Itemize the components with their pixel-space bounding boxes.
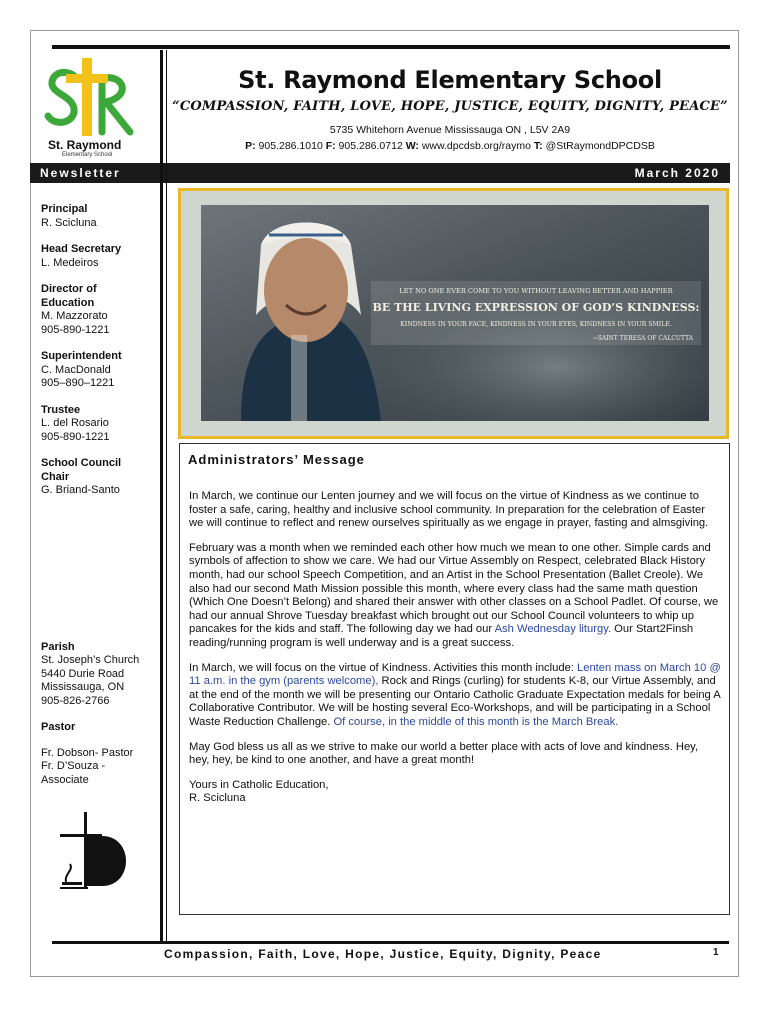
paragraph-2-text-c: Our Start2Finsh reading/running program is well underway and is a great success.	[189, 623, 694, 649]
director-title-2: Education	[41, 296, 95, 309]
column-divider	[160, 50, 163, 943]
trustee-block	[41, 404, 153, 445]
secretary-block	[41, 243, 153, 270]
principal-title: Principal	[41, 203, 88, 215]
paragraph-3-text-a: In March, we will focus on the virtue of Kindness. Activities this month include:	[189, 661, 578, 674]
footer-virtues: Compassion, Faith, Love, Hope, Justice, Equity, Dignity, Peace	[164, 947, 602, 961]
principal-name: R. Scicluna	[41, 216, 97, 229]
parish-phone: 905-826-2766	[41, 694, 110, 707]
quote-line-1: LET NO ONE EVER COME TO YOU WITHOUT LEAVING BETTER AND HAPPIER	[399, 287, 673, 295]
parish-name: St. Joseph’s Church	[41, 654, 140, 666]
parish-title: Parish	[41, 640, 75, 653]
pastor-block	[41, 721, 153, 787]
march-break-text: Of course, in the middle of this month is the March Break.	[333, 715, 619, 728]
council-chair-name: G. Briand-Santo	[41, 484, 120, 496]
message-paragraph-4: May God bless us all as we strive to make our world a better place with acts of love and kindness. Hey, hey, hey, be kind to one another, and have a great month!	[189, 740, 699, 767]
trustee-title: Trustee	[41, 403, 81, 416]
trustee-phone: 905-890-1221	[41, 430, 110, 443]
message-signoff	[189, 779, 721, 806]
signoff-line-2: R. Scicluna	[189, 792, 246, 805]
council-title-1: School Council	[41, 457, 122, 469]
quote-attribution: ~SAINT TERESA OF CALCUTTA	[592, 335, 693, 342]
director-name: M. Mazzorato	[41, 310, 108, 322]
council-block	[41, 457, 153, 498]
superintendent-phone: 905–890–1221	[41, 377, 115, 389]
sidebar	[41, 203, 153, 800]
column-divider-thin	[166, 50, 167, 943]
logo-name: St. Raymond	[48, 138, 122, 152]
principal-block	[41, 203, 153, 230]
director-block	[41, 283, 153, 337]
pastor-title: Pastor	[41, 721, 76, 733]
school-name: St. Raymond Elementary School	[238, 66, 662, 94]
page-number: 1	[713, 947, 719, 958]
council-title-2: Chair	[41, 470, 70, 483]
trustee-name: L. del Rosario	[41, 417, 109, 429]
director-phone: 905-890-1221	[41, 323, 110, 336]
message-paragraph-1: In March, we continue our Lenten journey and we will focus on the virtue of Kindness as we continue to foster a safe, caring, healthy and inclusive school community. In preparation for the celebration of Easter we will continue to reflect and renew ourselves spiritually as we engage in prayer, fasting and almsgiving.	[189, 490, 709, 530]
footer-rule	[52, 941, 729, 944]
website-link[interactable]: www.dpcdsb.org/raymo	[421, 140, 531, 152]
newsletter-label: Newsletter	[40, 166, 121, 180]
signoff-line-1: Yours in Catholic Education,	[189, 778, 329, 791]
address: 5735 Whitehorn Avenue Mississauga ON , L5V 2A9	[329, 124, 571, 136]
quote-line-2: BE THE LIVING EXPRESSION OF GOD’S KINDNESS:	[372, 301, 700, 314]
ash-wednesday-text: Ash Wednesday liturgy.	[494, 623, 612, 636]
message-body	[189, 490, 721, 817]
web-label: W:	[405, 140, 419, 152]
parish-street: 5440 Durie Road	[41, 667, 125, 680]
saint-teresa-image	[201, 205, 709, 421]
secretary-title: Head Secretary	[41, 243, 122, 255]
pastor-line-2: Fr. D’Souza -	[41, 760, 106, 772]
administrators-message	[179, 443, 730, 915]
contact-line	[172, 140, 728, 152]
secretary-name: L. Medeiros	[41, 256, 99, 269]
pastor-line-3: Associate	[41, 773, 89, 786]
message-paragraph-3	[189, 662, 721, 730]
motto: “COMPASSION, FAITH, LOVE, HOPE, JUSTICE, EQUITY, DIGNITY, PEACE”	[172, 99, 728, 114]
lenten-mass-text: Lenten mass on March 10 @ 11 a.m. in the gym (parents welcome),	[189, 661, 721, 688]
superintendent-name: C. MacDonald	[41, 363, 111, 376]
paragraph-2-text-a: February was a month when we reminded each other how much we mean to one other. Simple cards and symbols of affection to show we care. We had our Virtue Assembly on Respect, celebrated Black History month, had our school Speech Competition, and an Artist in the School Presentation (Ballet Creole). We also had our second Math Mission possible this month, where every class had the same math question (Which One Doesn’t Belong) and shared their answer with other classes on a School Padlet. Of course, we had our annual Shrove Tuesday breakfast which brought out our School Council volunteers to whip up pancakes for the kids and staff. The following day we had our	[189, 541, 719, 636]
superintendent-block	[41, 350, 153, 391]
pastor-line-1: Fr. Dobson- Pastor	[41, 746, 134, 759]
message-paragraph-2	[189, 542, 721, 651]
logo-subtitle: Elementary School	[62, 152, 113, 158]
twitter-label: T:	[533, 140, 543, 152]
issue-date: March 2020	[634, 166, 720, 180]
featured-image	[178, 188, 729, 439]
parish-city: Mississauga, ON	[41, 681, 125, 693]
director-title-1: Director of	[41, 283, 97, 295]
diocese-logo	[56, 810, 136, 892]
fax: 905.286.0712	[338, 140, 403, 152]
phone: 905.286.1010	[258, 140, 323, 152]
newsletter-bar	[30, 163, 730, 183]
message-title: Administrators’ Message	[188, 452, 365, 467]
quote-line-3: KINDNESS IN YOUR FACE, KINDNESS IN YOUR EYES, KINDNESS IN YOUR SMILE.	[400, 321, 672, 328]
parish-block	[41, 641, 153, 709]
paragraph-3-text-c: Rock and Rings (curling) for students K-8, our Virtue Assembly, and at the end of the month we will be presenting our Ontario Catholic Graduate Expectation medals for being A Collaborative Contributor. We will be hosting several Eco-Workshops, and will be participating in a School Waste Reduction Challenge.	[189, 675, 721, 728]
phone-label: P:	[245, 140, 256, 152]
superintendent-title: Superintendent	[41, 350, 122, 362]
fax-label: F:	[325, 140, 336, 152]
top-rule	[52, 45, 730, 49]
twitter-handle[interactable]: @StRaymondDPCDSB	[545, 140, 655, 152]
